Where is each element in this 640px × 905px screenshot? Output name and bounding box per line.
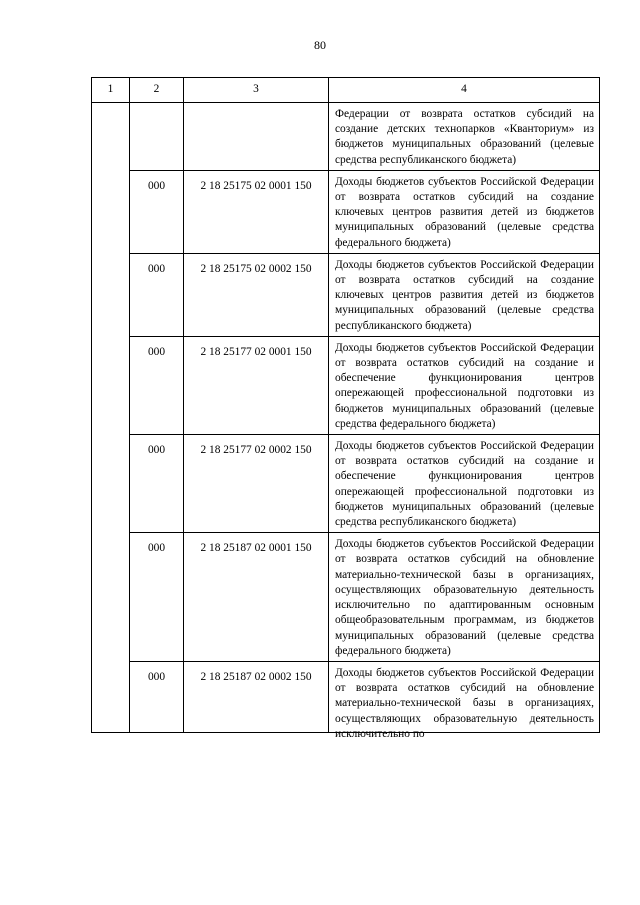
admin-code-cell: 000 [130, 253, 184, 336]
admin-code-cell [130, 103, 184, 171]
kbk-code-cell: 2 18 25175 02 0001 150 [184, 170, 329, 253]
table-row [92, 253, 600, 336]
description-text-continued: Доходы бюджетов субъектов Российской Федерации от возврата остатков субсидий на обновление материально-технической базы в организациях, осуществляющих образовательную деятельность исключительно по [335, 666, 594, 740]
description-cell: Доходы бюджетов субъектов Российской Федерации от возврата остатков субсидий на создание ключевых центров развития детей из бюджетов муниципальных образований (целевые средства федерального бюджета) [329, 170, 600, 253]
kbk-code-cell: 2 18 25177 02 0002 150 [184, 435, 329, 533]
table-header-row [92, 78, 600, 103]
description-cell: Доходы бюджетов субъектов Российской Федерации от возврата остатков субсидий на создание и обеспечение функционирования центров опережающей профессиональной подготовки из бюджетов муниципальных образований (целевые средства республиканского бюджета) [329, 435, 600, 533]
page-number: 80 [314, 38, 326, 52]
column-header-4: 4 [329, 78, 600, 103]
table-row [92, 336, 600, 434]
table-row [92, 170, 600, 253]
admin-code-cell: 000 [130, 170, 184, 253]
column-header-2: 2 [130, 78, 184, 103]
description-cell: Доходы бюджетов субъектов Российской Федерации от возврата остатков субсидий на обновление материально-технической базы в организациях, осуществляющих образовательную деятельность исключительно по адаптированным основным общеобразовательным программам, из бюджетов муниципальных образований (целевые средства федерального бюджета) [329, 533, 600, 662]
admin-code-cell: 000 [130, 435, 184, 533]
description-cell: Федерации от возврата остатков субсидий на создание детских технопарков «Кванториум» из бюджетов муниципальных образований (целевые средства республиканского бюджета) [329, 103, 600, 171]
description-cell: Доходы бюджетов субъектов Российской Федерации от возврата остатков субсидий на создание ключевых центров развития детей из бюджетов муниципальных образований (целевые средства республиканского бюджета) [329, 253, 600, 336]
column-1-cell [92, 103, 130, 733]
kbk-code-cell: 2 18 25175 02 0002 150 [184, 253, 329, 336]
kbk-code-cell: 2 18 25187 02 0001 150 [184, 533, 329, 662]
admin-code-cell: 000 [130, 533, 184, 662]
description-cell [329, 661, 600, 740]
admin-code-cell: 000 [130, 336, 184, 434]
column-header-3: 3 [184, 78, 329, 103]
description-cell: Доходы бюджетов субъектов Российской Федерации от возврата остатков субсидий на создание и обеспечение функционирования центров опережающей профессиональной подготовки из бюджетов муниципальных образований (целевые средства федерального бюджета) [329, 336, 600, 434]
kbk-code-cell [184, 103, 329, 171]
kbk-code-cell: 2 18 25177 02 0001 150 [184, 336, 329, 434]
admin-code-cell: 000 [130, 661, 184, 732]
table-row [92, 661, 600, 732]
column-header-1: 1 [92, 78, 130, 103]
table-row [92, 103, 600, 171]
kbk-code-cell: 2 18 25187 02 0002 150 [184, 661, 329, 732]
table-row [92, 533, 600, 662]
budget-classification-table [91, 77, 600, 740]
table-row [92, 435, 600, 533]
